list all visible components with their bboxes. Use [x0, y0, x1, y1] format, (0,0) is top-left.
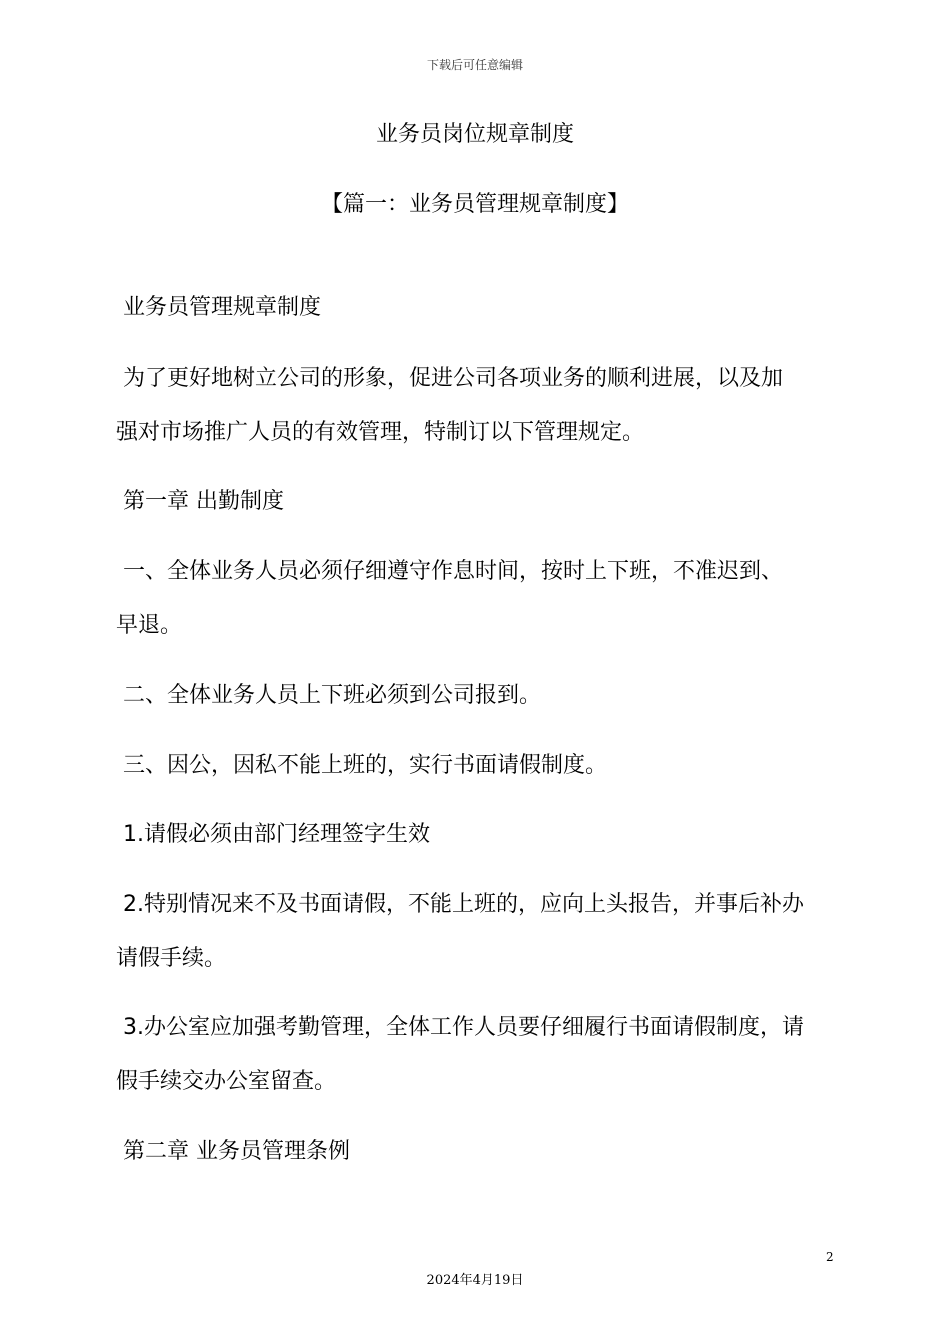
paragraph-line: 为了更好地树立公司的形象，促进公司各项业务的顺利进展，以及加 [116, 366, 783, 391]
paragraph-line: 1.请假必须由部门经理签字生效 [116, 822, 430, 847]
document-title: 业务员岗位规章制度 [375, 122, 574, 147]
paragraph-line: 请假手续。 [116, 946, 227, 971]
footer-date: 2024年4月19日 [426, 1273, 524, 1288]
paragraph-line: 一、全体业务人员必须仔细遵守作息时间，按时上下班，不准迟到、 [116, 559, 783, 584]
page-number: 2 [826, 1250, 834, 1264]
paragraph-line: 强对市场推广人员的有效管理，特制订以下管理规定。 [116, 420, 645, 445]
paragraph-line: 二、全体业务人员上下班必须到公司报到。 [116, 683, 541, 708]
paragraph-line: 3.办公室应加强考勤管理，全体工作人员要仔细履行书面请假制度，请 [116, 1015, 804, 1040]
section-title: 【篇一：业务员管理规章制度】 [320, 192, 629, 217]
paragraph-line: 2.特别情况来不及书面请假，不能上班的，应向上头报告，并事后补办 [116, 892, 804, 917]
chapter-heading: 第二章 业务员管理条例 [116, 1139, 350, 1164]
header-note: 下载后可任意编辑 [426, 58, 523, 72]
paragraph-line: 三、因公，因私不能上班的，实行书面请假制度。 [116, 753, 607, 778]
paragraph-heading: 业务员管理规章制度 [116, 295, 321, 320]
paragraph-line: 早退。 [116, 613, 183, 638]
paragraph-line: 假手续交办公室留查。 [116, 1069, 337, 1094]
chapter-heading: 第一章 出勤制度 [116, 489, 284, 514]
